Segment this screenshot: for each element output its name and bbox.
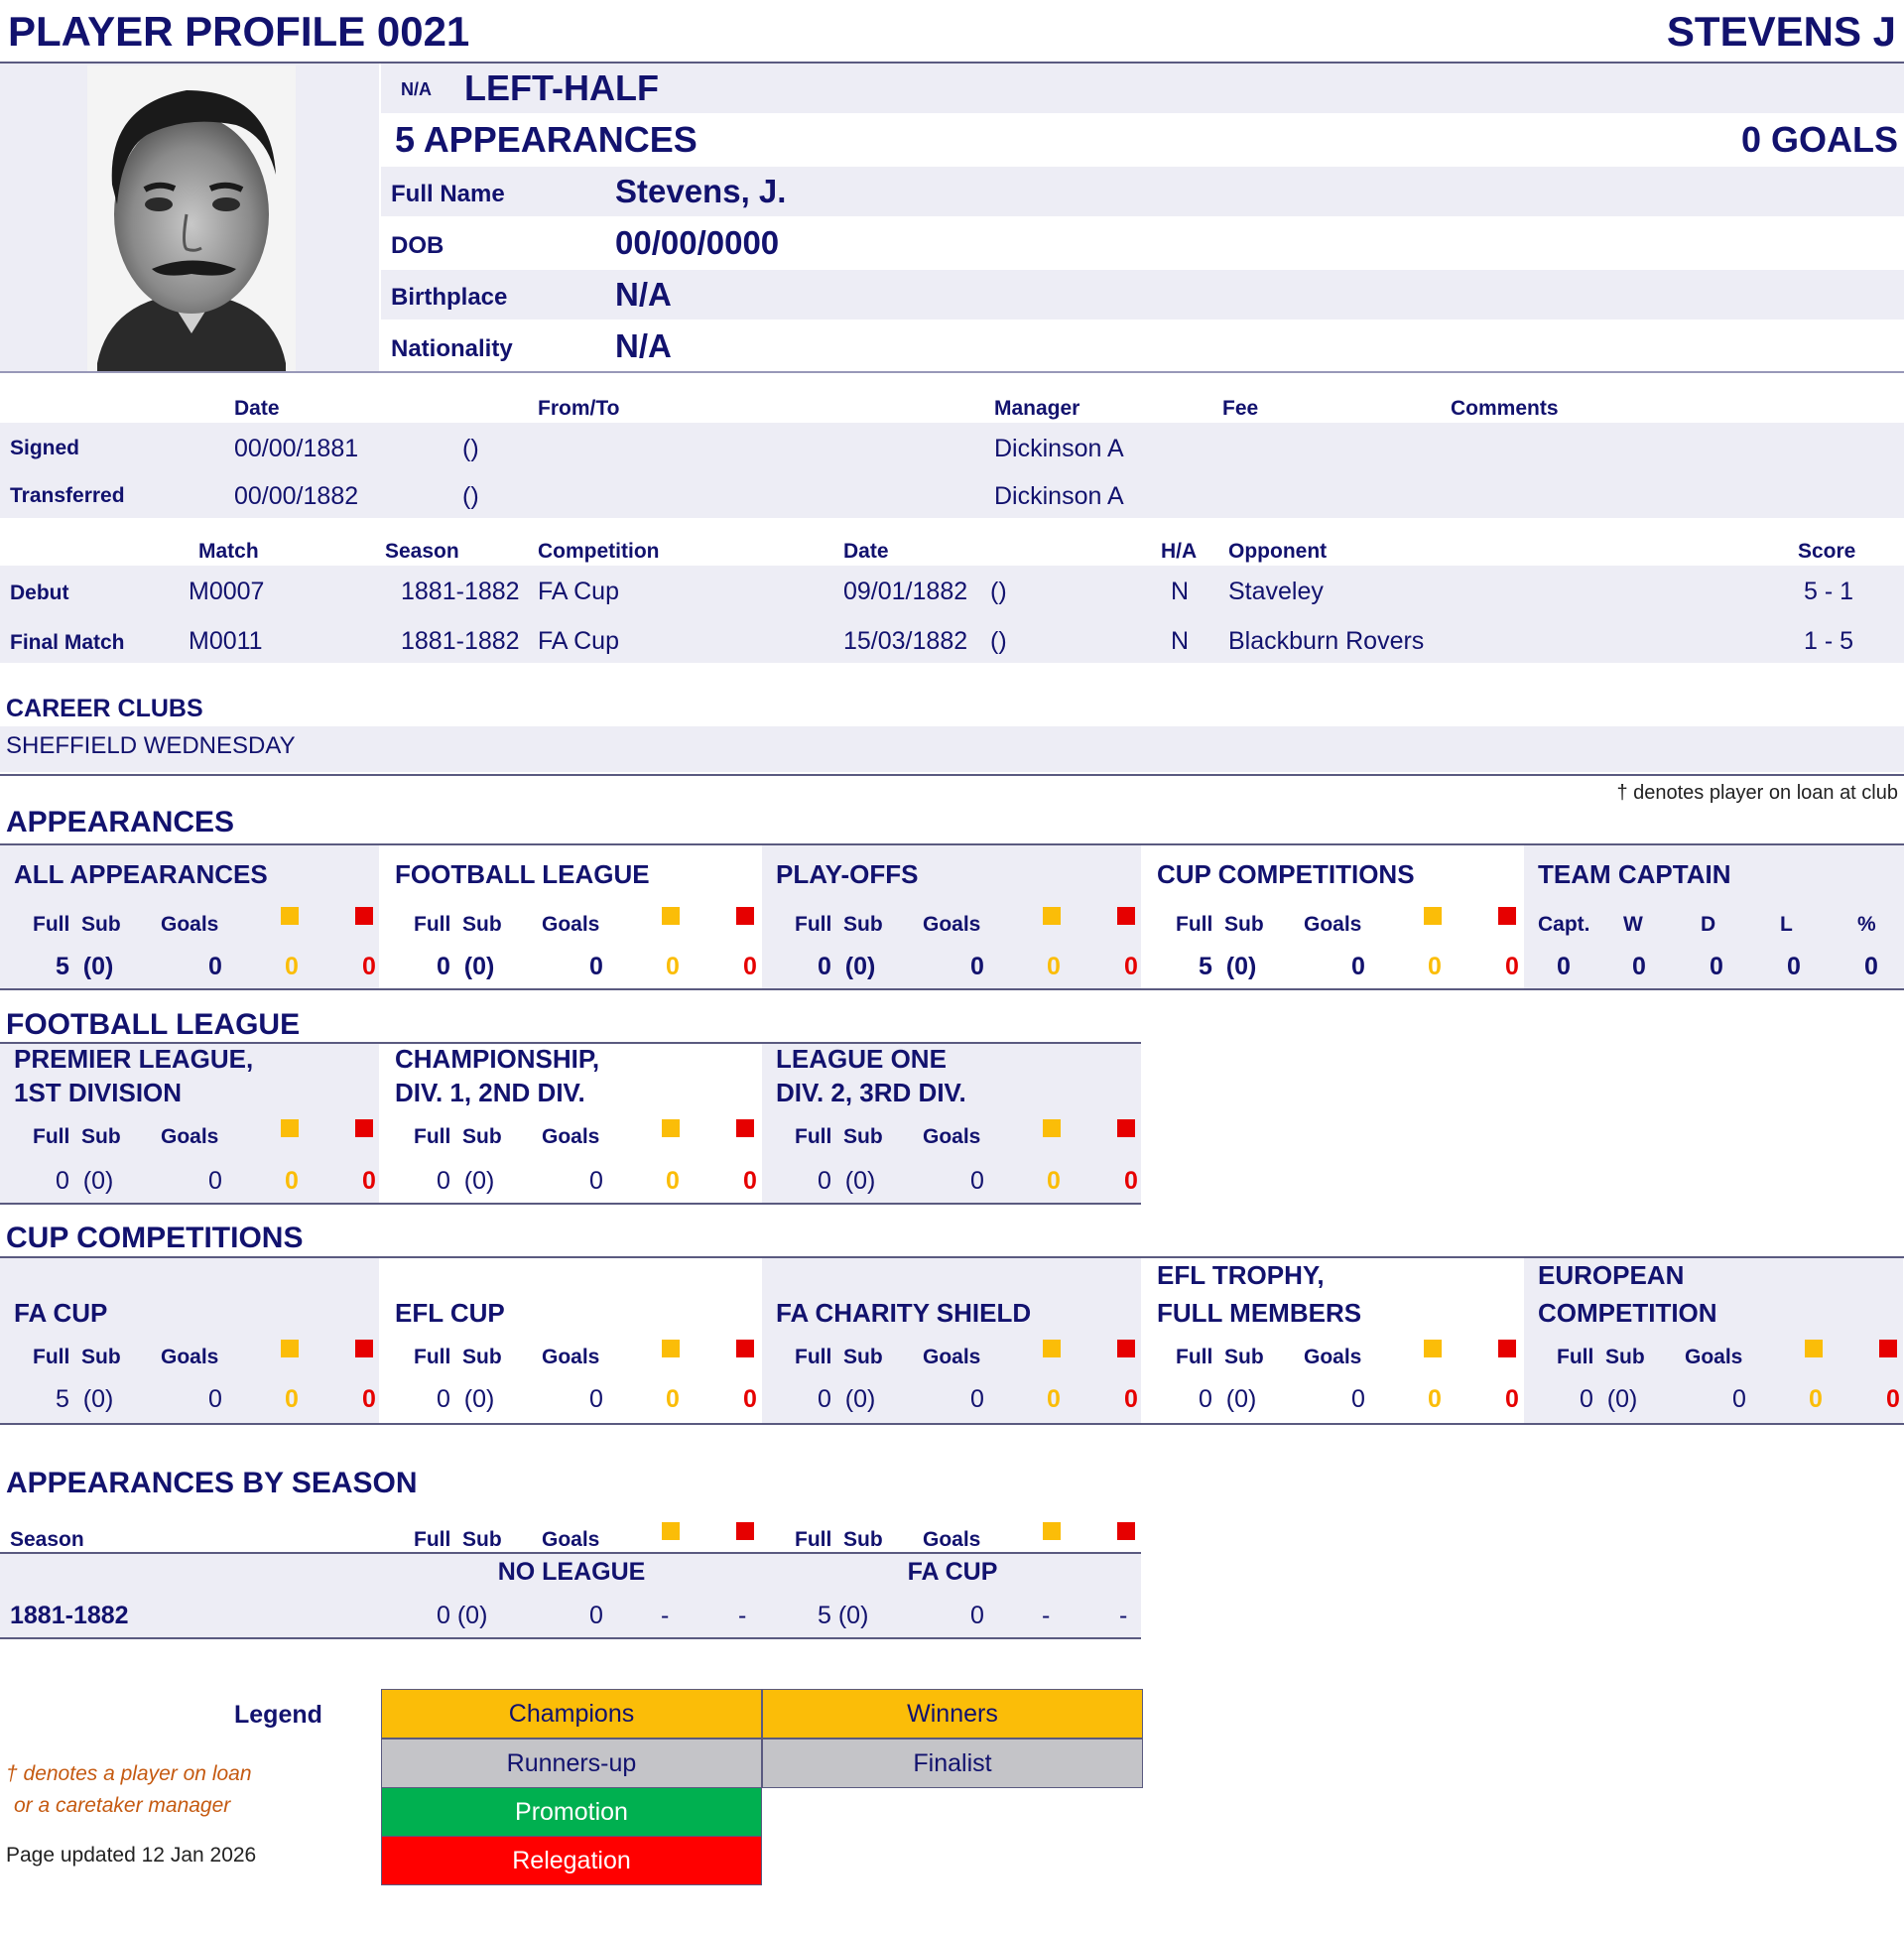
efl-cup-apps: 0 (0) — [437, 1385, 495, 1413]
legend-note-line2: or a caretaker manager — [14, 1794, 231, 1817]
team-captain-header-pct: % — [1857, 913, 1876, 936]
cup-competitions-total-title: CUP COMPETITIONS — [1157, 859, 1415, 889]
european-competition-title-line2: COMPETITION — [1538, 1298, 1717, 1328]
fa-charity-shield-title-line2: FA CHARITY SHIELD — [776, 1298, 1032, 1328]
play-offs-red-card-icon — [1117, 907, 1135, 925]
football-league-total-header-goals: Goals — [542, 913, 600, 936]
player-name-header: STEVENS J — [1666, 8, 1896, 55]
by-season-title: APPEARANCES BY SEASON — [6, 1467, 418, 1499]
match-paren-debut: () — [990, 578, 1007, 605]
match-season-final: 1881-1882 — [401, 627, 520, 655]
european-competition-red-card-icon — [1879, 1340, 1897, 1357]
by-season-g1-header-fullsub: Full Sub — [414, 1528, 502, 1551]
by-season-g1-yellow: - — [661, 1602, 670, 1629]
match-header-date: Date — [843, 540, 889, 563]
match-opponent-debut: Staveley — [1228, 578, 1324, 605]
by-season-g2-yellow-card-icon — [1043, 1522, 1061, 1540]
premier-league-header-fullsub: Full Sub — [33, 1125, 121, 1148]
field-label-dob: DOB — [391, 232, 444, 259]
by-season-g2-yellow: - — [1042, 1602, 1051, 1629]
efl-cup-red-card-icon — [736, 1340, 754, 1357]
league-one-yellow-count: 0 — [1047, 1167, 1061, 1195]
goals-total: 0 GOALS — [1740, 119, 1898, 160]
squad-number: N/A — [401, 79, 432, 99]
profile-rule — [0, 371, 1904, 373]
match-id-final: M0011 — [189, 627, 263, 655]
efl-cup-yellow-card-icon — [662, 1340, 680, 1357]
team-captain-value-capt: 0 — [1557, 953, 1571, 980]
by-season-g2-goals: 0 — [970, 1602, 984, 1629]
match-header-season: Season — [385, 540, 459, 563]
match-header-score: Score — [1798, 540, 1856, 563]
field-value-dob: 00/00/0000 — [615, 224, 780, 261]
premier-league-header-goals: Goals — [161, 1125, 219, 1148]
transfer-fromto-transferred: () — [462, 482, 479, 510]
match-ha-debut: N — [1171, 578, 1190, 605]
play-offs-goals: 0 — [970, 953, 984, 980]
fa-cup-yellow-count: 0 — [285, 1385, 299, 1413]
play-offs-title: PLAY-OFFS — [776, 859, 919, 889]
cup-competitions-total-apps: 5 (0) — [1199, 953, 1257, 980]
fa-cup-yellow-card-icon — [281, 1340, 299, 1357]
by-season-g1-goals: 0 — [589, 1602, 603, 1629]
field-row-fullname — [381, 167, 1904, 216]
fa-cup-header-goals: Goals — [161, 1346, 219, 1368]
fa-charity-shield-red-count: 0 — [1124, 1385, 1138, 1413]
championship-yellow-card-icon — [662, 1119, 680, 1137]
all-appearances-yellow-count: 0 — [285, 953, 299, 980]
career-clubs-title: CAREER CLUBS — [6, 695, 203, 722]
efl-cup-goals: 0 — [589, 1385, 603, 1413]
efl-trophy-yellow-card-icon — [1424, 1340, 1442, 1357]
match-header-match: Match — [198, 540, 259, 563]
career-rule — [0, 774, 1904, 776]
field-label-nationality: Nationality — [391, 335, 513, 362]
european-competition-apps: 0 (0) — [1580, 1385, 1638, 1413]
legend-runners-up: Runners-up — [381, 1739, 762, 1788]
football-league-total-yellow-card-icon — [662, 907, 680, 925]
football-league-total-red-count: 0 — [743, 953, 757, 980]
cup-competitions-total-yellow-count: 0 — [1428, 953, 1442, 980]
transfer-header-date: Date — [234, 397, 280, 420]
match-header-competition: Competition — [538, 540, 660, 563]
league-one-goals: 0 — [970, 1167, 984, 1195]
football-league-total-goals: 0 — [589, 953, 603, 980]
premier-league-title-line1: PREMIER LEAGUE, — [14, 1044, 254, 1074]
team-captain-value-l: 0 — [1787, 953, 1801, 980]
premier-league-yellow-card-icon — [281, 1119, 299, 1137]
by-season-g2-apps: 5 (0) — [818, 1602, 869, 1629]
fa-charity-shield-header-goals: Goals — [923, 1346, 981, 1368]
field-value-nationality: N/A — [615, 327, 672, 364]
appearances-title: APPEARANCES — [6, 806, 235, 838]
legend-finalist: Finalist — [762, 1739, 1143, 1788]
efl-cup-header-fullsub: Full Sub — [414, 1346, 502, 1368]
premier-league-goals: 0 — [208, 1167, 222, 1195]
team-captain-value-d: 0 — [1710, 953, 1723, 980]
european-competition-header-goals: Goals — [1685, 1346, 1743, 1368]
efl-trophy-title-line2: FULL MEMBERS — [1157, 1298, 1362, 1328]
match-date-debut: 09/01/1882 — [843, 578, 968, 605]
appearances-total: 5 APPEARANCES — [395, 119, 698, 160]
fa-charity-shield-yellow-count: 0 — [1047, 1385, 1061, 1413]
match-paren-final: () — [990, 627, 1007, 655]
match-score-final: 1 - 5 — [1804, 627, 1854, 655]
by-season-g1-apps: 0 (0) — [437, 1602, 488, 1629]
match-label-debut: Debut — [10, 581, 69, 604]
cup-competitions-total-yellow-card-icon — [1424, 907, 1442, 925]
league-one-red-count: 0 — [1124, 1167, 1138, 1195]
fa-cup-red-card-icon — [355, 1340, 373, 1357]
championship-header-goals: Goals — [542, 1125, 600, 1148]
efl-cup-title-line2: EFL CUP — [395, 1298, 505, 1328]
field-label-fullname: Full Name — [391, 181, 505, 207]
match-header-ha: H/A — [1161, 540, 1198, 563]
championship-title-line1: CHAMPIONSHIP, — [395, 1044, 600, 1074]
premier-league-apps: 0 (0) — [56, 1167, 114, 1195]
league-one-header-fullsub: Full Sub — [795, 1125, 883, 1148]
fa-cup-goals: 0 — [208, 1385, 222, 1413]
transfer-fromto-signed: () — [462, 435, 479, 462]
cup-competitions-bottom-rule — [0, 1423, 1904, 1425]
all-appearances-red-count: 0 — [362, 953, 376, 980]
page-updated: Page updated 12 Jan 2026 — [6, 1844, 257, 1867]
by-season-g1-red-card-icon — [736, 1522, 754, 1540]
team-captain-header-capt: Capt. — [1538, 913, 1590, 936]
match-label-final: Final Match — [10, 631, 125, 654]
player-position: LEFT-HALF — [464, 67, 659, 108]
championship-goals: 0 — [589, 1167, 603, 1195]
play-offs-header-goals: Goals — [923, 913, 981, 936]
championship-apps: 0 (0) — [437, 1167, 495, 1195]
play-offs-apps: 0 (0) — [818, 953, 876, 980]
efl-cup-header-goals: Goals — [542, 1346, 600, 1368]
by-season-g1-red: - — [738, 1602, 747, 1629]
transfer-header-fee: Fee — [1222, 397, 1259, 420]
cup-competitions-total-goals: 0 — [1351, 953, 1365, 980]
legend-relegation: Relegation — [381, 1836, 762, 1885]
by-season-group-noleague: NO LEAGUE — [497, 1558, 646, 1586]
legend-winners: Winners — [762, 1689, 1143, 1739]
legend-promotion: Promotion — [381, 1787, 762, 1837]
match-opponent-final: Blackburn Rovers — [1228, 627, 1425, 655]
player-photo — [87, 65, 296, 371]
cup-competitions-total-header-fullsub: Full Sub — [1176, 913, 1264, 936]
european-competition-goals: 0 — [1732, 1385, 1746, 1413]
all-appearances-header-fullsub: Full Sub — [33, 913, 121, 936]
fa-charity-shield-goals: 0 — [970, 1385, 984, 1413]
transfer-manager-transferred: Dickinson A — [994, 482, 1124, 510]
page-title: PLAYER PROFILE 0021 — [8, 8, 470, 55]
european-competition-title-line1: EUROPEAN — [1538, 1260, 1685, 1290]
premier-league-yellow-count: 0 — [285, 1167, 299, 1195]
cup-competitions-total-red-card-icon — [1498, 907, 1516, 925]
championship-title-line2: DIV. 1, 2ND DIV. — [395, 1078, 585, 1107]
european-competition-yellow-count: 0 — [1809, 1385, 1823, 1413]
efl-trophy-header-goals: Goals — [1304, 1346, 1362, 1368]
team-captain-header-l: L — [1780, 913, 1793, 936]
cup-competitions-total-header-goals: Goals — [1304, 913, 1362, 936]
efl-trophy-red-card-icon — [1498, 1340, 1516, 1357]
league-one-apps: 0 (0) — [818, 1167, 876, 1195]
team-captain-value-pct: 0 — [1864, 953, 1878, 980]
championship-yellow-count: 0 — [666, 1167, 680, 1195]
match-competition-final: FA Cup — [538, 627, 619, 655]
play-offs-yellow-card-icon — [1043, 907, 1061, 925]
all-appearances-red-card-icon — [355, 907, 373, 925]
by-season-g1-yellow-card-icon — [662, 1522, 680, 1540]
football-league-total-header-fullsub: Full Sub — [414, 913, 502, 936]
by-season-header-season: Season — [10, 1528, 84, 1551]
fa-charity-shield-apps: 0 (0) — [818, 1385, 876, 1413]
play-offs-header-fullsub: Full Sub — [795, 913, 883, 936]
cup-competitions-title: CUP COMPETITIONS — [6, 1222, 304, 1254]
fa-cup-apps: 5 (0) — [56, 1385, 114, 1413]
efl-cup-yellow-count: 0 — [666, 1385, 680, 1413]
premier-league-red-card-icon — [355, 1119, 373, 1137]
premier-league-title-line2: 1ST DIVISION — [14, 1078, 183, 1107]
transfer-date-signed: 00/00/1881 — [234, 435, 359, 462]
team-captain-value-w: 0 — [1632, 953, 1646, 980]
efl-trophy-yellow-count: 0 — [1428, 1385, 1442, 1413]
field-value-fullname: Stevens, J. — [615, 173, 787, 209]
championship-red-count: 0 — [743, 1167, 757, 1195]
appearances-bottom-rule — [0, 988, 1904, 990]
career-clubs-list: SHEFFIELD WEDNESDAY — [6, 732, 296, 759]
efl-trophy-apps: 0 (0) — [1199, 1385, 1257, 1413]
by-season-g1-header-goals: Goals — [542, 1528, 600, 1551]
legend-champions: Champions — [381, 1689, 762, 1739]
team-captain-header-d: D — [1701, 913, 1716, 936]
football-league-total-title: FOOTBALL LEAGUE — [395, 859, 650, 889]
transfer-header-comments: Comments — [1451, 397, 1559, 420]
match-id-debut: M0007 — [189, 578, 265, 605]
football-league-total-apps: 0 (0) — [437, 953, 495, 980]
transfer-manager-signed: Dickinson A — [994, 435, 1124, 462]
fa-charity-shield-red-card-icon — [1117, 1340, 1135, 1357]
transfer-label-signed: Signed — [10, 437, 80, 459]
transfer-date-transferred: 00/00/1882 — [234, 482, 359, 510]
match-header-opponent: Opponent — [1228, 540, 1328, 563]
legend-title: Legend — [234, 1701, 322, 1729]
cup-competitions-total-red-count: 0 — [1505, 953, 1519, 980]
match-competition-debut: FA Cup — [538, 578, 619, 605]
team-captain-title: TEAM CAPTAIN — [1538, 859, 1731, 889]
team-captain-header-w: W — [1623, 913, 1643, 936]
league-one-title-line1: LEAGUE ONE — [776, 1044, 947, 1074]
transfer-header-fromto: From/To — [538, 397, 620, 420]
european-competition-header-fullsub: Full Sub — [1557, 1346, 1645, 1368]
championship-red-card-icon — [736, 1119, 754, 1137]
all-appearances-yellow-card-icon — [281, 907, 299, 925]
field-row-birthplace — [381, 270, 1904, 320]
fa-cup-header-fullsub: Full Sub — [33, 1346, 121, 1368]
all-appearances-title: ALL APPEARANCES — [14, 859, 268, 889]
match-score-debut: 5 - 1 — [1804, 578, 1854, 605]
play-offs-red-count: 0 — [1124, 953, 1138, 980]
transfer-header-manager: Manager — [994, 397, 1080, 420]
efl-trophy-header-fullsub: Full Sub — [1176, 1346, 1264, 1368]
fa-charity-shield-yellow-card-icon — [1043, 1340, 1061, 1357]
field-value-birthplace: N/A — [615, 276, 672, 313]
league-one-header-goals: Goals — [923, 1125, 981, 1148]
football-league-total-red-card-icon — [736, 907, 754, 925]
match-ha-final: N — [1171, 627, 1190, 655]
premier-league-red-count: 0 — [362, 1167, 376, 1195]
match-season-debut: 1881-1882 — [401, 578, 520, 605]
all-appearances-header-goals: Goals — [161, 913, 219, 936]
by-season-group-facup: FA CUP — [907, 1558, 998, 1586]
league-one-title-line2: DIV. 2, 3RD DIV. — [776, 1078, 966, 1107]
efl-trophy-title-line1: EFL TROPHY, — [1157, 1260, 1325, 1290]
efl-cup-red-count: 0 — [743, 1385, 757, 1413]
efl-trophy-goals: 0 — [1351, 1385, 1365, 1413]
by-season-bottom-rule — [0, 1637, 1141, 1639]
by-season-g2-red: - — [1119, 1602, 1128, 1629]
league-one-red-card-icon — [1117, 1119, 1135, 1137]
loan-note: † denotes player on loan at club — [1616, 782, 1898, 804]
transfer-label-transferred: Transferred — [10, 484, 125, 507]
play-offs-yellow-count: 0 — [1047, 953, 1061, 980]
by-season-season: 1881-1882 — [10, 1602, 129, 1629]
legend-note-line1: † denotes a player on loan — [6, 1762, 252, 1785]
field-label-birthplace: Birthplace — [391, 284, 508, 311]
european-competition-red-count: 0 — [1886, 1385, 1900, 1413]
fa-charity-shield-header-fullsub: Full Sub — [795, 1346, 883, 1368]
european-competition-yellow-card-icon — [1805, 1340, 1823, 1357]
football-league-bottom-rule — [0, 1203, 1141, 1205]
by-season-g2-red-card-icon — [1117, 1522, 1135, 1540]
all-appearances-apps: 5 (0) — [56, 953, 114, 980]
fa-cup-title-line2: FA CUP — [14, 1298, 108, 1328]
league-one-yellow-card-icon — [1043, 1119, 1061, 1137]
championship-header-fullsub: Full Sub — [414, 1125, 502, 1148]
football-league-title: FOOTBALL LEAGUE — [6, 1008, 301, 1041]
all-appearances-goals: 0 — [208, 953, 222, 980]
by-season-g2-header-goals: Goals — [923, 1528, 981, 1551]
match-date-final: 15/03/1882 — [843, 627, 968, 655]
football-league-total-yellow-count: 0 — [666, 953, 680, 980]
fa-cup-red-count: 0 — [362, 1385, 376, 1413]
by-season-g2-header-fullsub: Full Sub — [795, 1528, 883, 1551]
efl-trophy-red-count: 0 — [1505, 1385, 1519, 1413]
